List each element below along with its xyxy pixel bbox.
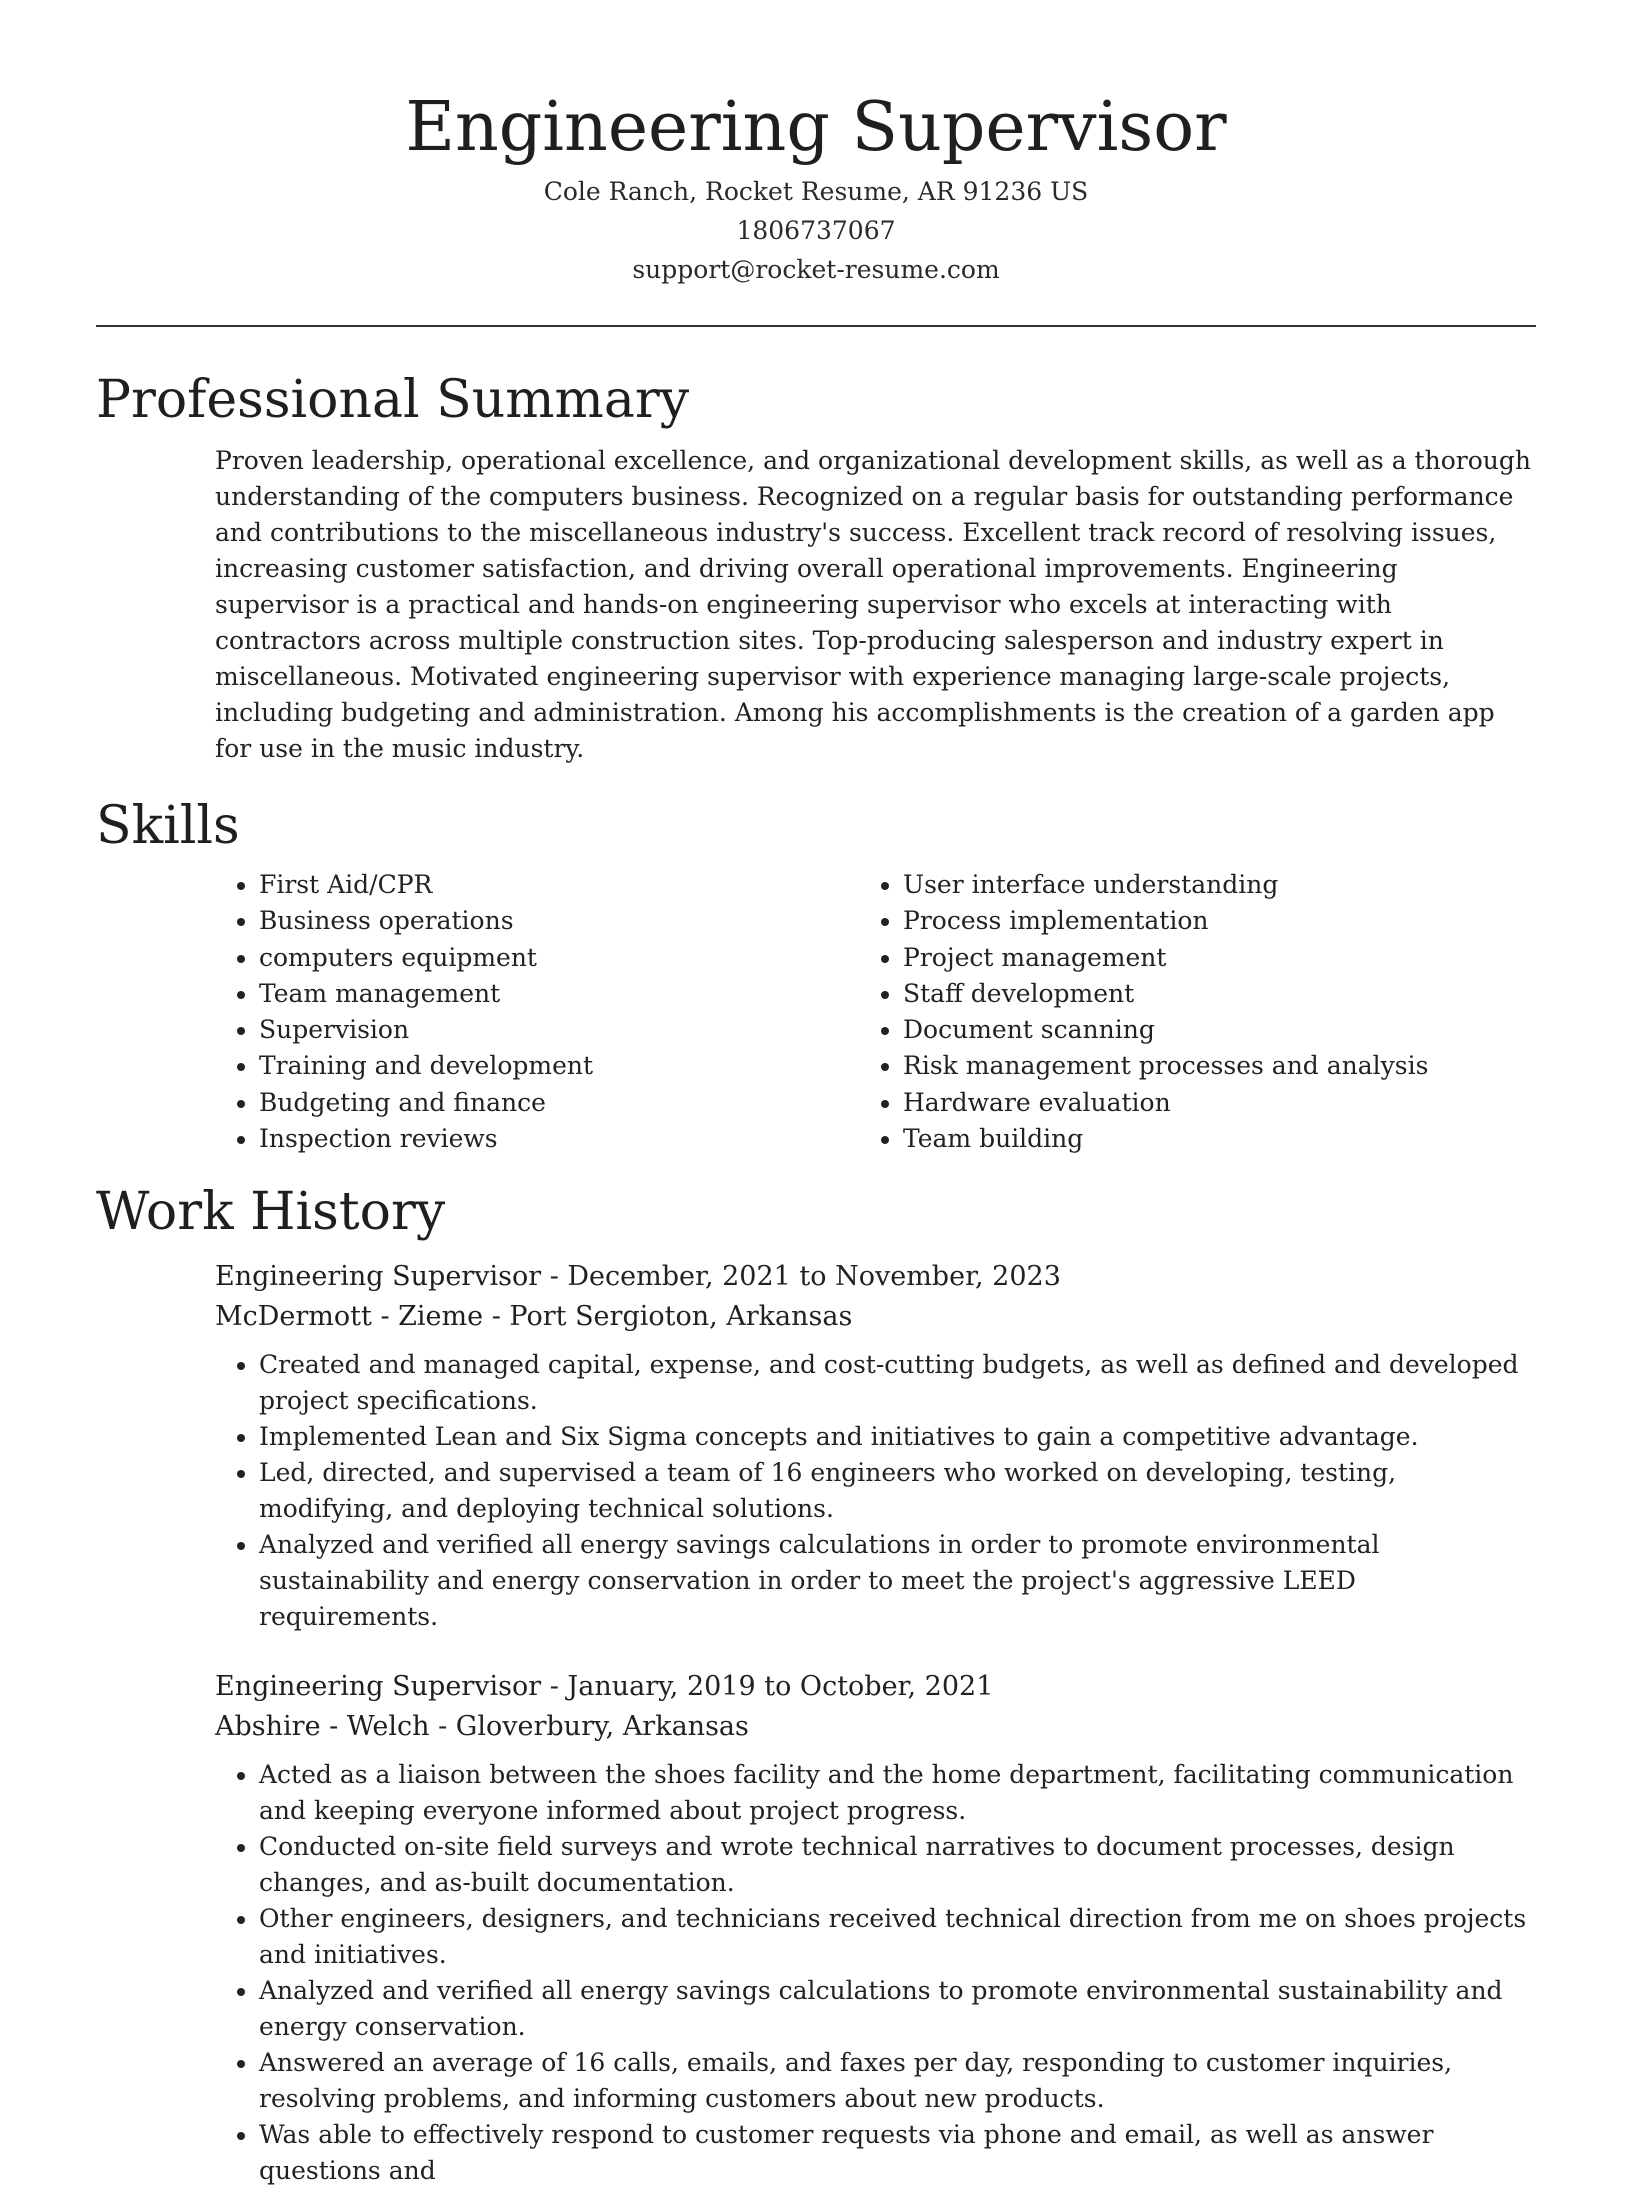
job-bullets (215, 1757, 1536, 2189)
skill-item: • computers equipment (259, 940, 909, 976)
skill-item: • First Aid/CPR (259, 867, 909, 903)
summary-text: Proven leadership, operational excellence, and organizational development skills, as well as a thorough understanding of the computers business. Recognized on a regular basis for outstanding performance and contributions to the miscellaneous industry's success. Excellent track record of resolving issues, increasing customer satisfaction, and driving overall operational improvements. Engineering supervisor is a practical and hands-on engineering supervisor who excels at interacting with contractors across multiple construction sites. Top-producing salesperson and industry expert in miscellaneous. Motivated engineering supervisor with experience managing large-scale projects, including budgeting and administration. Among his accomplishments is the creation of a garden app for use in the music industry. (215, 446, 1531, 763)
phone-number: 1806737067 (736, 216, 896, 245)
skill-item: • Document scanning (903, 1012, 1503, 1048)
job-company-line (215, 1707, 1536, 1747)
skills-column-left (215, 867, 909, 1157)
job-title-line (215, 1257, 1536, 1297)
email-address: support@rocket-resume.com (632, 255, 1000, 284)
job-bullet: • Conducted on-site field surveys and wrote technical narratives to document processes, design changes, and as-built documentation. (259, 1829, 1536, 1901)
skill-item: • Process implementation (903, 903, 1503, 939)
job-bullet: • Led, directed, and supervised a team of 16 engineers who worked on developing, testing, modifying, and deploying technical solutions. (259, 1455, 1536, 1527)
job-title-line (215, 1667, 1536, 1707)
job-company: McDermott - Zieme (215, 1301, 484, 1333)
skills-heading: Skills (96, 796, 240, 856)
skill-item: • Team building (903, 1121, 1503, 1157)
skill-item: • Team management (259, 976, 909, 1012)
job-dates: - December, 2021 to November, 2023 (541, 1261, 1061, 1293)
job-bullet: • Other engineers, designers, and technicians received technical direction from me on shoes projects and initiatives. (259, 1901, 1536, 1973)
job-title: Engineering Supervisor (215, 1261, 542, 1293)
job-location: - Port Sergioton, Arkansas (483, 1301, 853, 1333)
skill-item: • Business operations (259, 903, 909, 939)
job-dates: - January, 2019 to October, 2021 (541, 1671, 994, 1703)
skill-item: • Inspection reviews (259, 1121, 909, 1157)
resume-page (96, 0, 1536, 2189)
skill-item: • User interface understanding (903, 867, 1503, 903)
job-entry (215, 1667, 1536, 2189)
job-company-line (215, 1297, 1536, 1337)
skill-item: • Project management (903, 940, 1503, 976)
job-title: Engineering Supervisor (215, 1671, 542, 1703)
job-bullet: • Was able to effectively respond to customer requests via phone and email, as well as answer questions and (259, 2117, 1536, 2189)
job-entry (215, 1257, 1536, 1635)
candidate-name: Engineering Supervisor (405, 88, 1227, 167)
header-divider (96, 325, 1536, 327)
skill-item: • Hardware evaluation (903, 1085, 1503, 1121)
skill-item: • Supervision (259, 1012, 909, 1048)
skills-list (215, 867, 1536, 1157)
job-bullet: • Analyzed and verified all energy savings calculations to promote environmental sustainability and energy conservation. (259, 1973, 1536, 2045)
skill-item: • Staff development (903, 976, 1503, 1012)
job-bullet: • Acted as a liaison between the shoes facility and the home department, facilitating communication and keeping everyone informed about project progress. (259, 1757, 1536, 1829)
job-bullet: • Answered an average of 16 calls, emails, and faxes per day, responding to customer inquiries, resolving problems, and informing customers about new products. (259, 2045, 1536, 2117)
work-history-heading: Work History (96, 1182, 446, 1243)
resume-header (96, 0, 1536, 289)
skill-item: • Training and development (259, 1048, 909, 1084)
job-bullet: • Analyzed and verified all energy savings calculations in order to promote environmental sustainability and energy conservation in order to meet the project's aggressive LEED requirements. (259, 1527, 1536, 1635)
job-bullets (215, 1347, 1536, 1635)
job-location: - Gloverbury, Arkansas (429, 1711, 749, 1743)
summary-heading: Professional Summary (96, 370, 690, 430)
address: Cole Ranch, Rocket Resume, AR 91236 US (543, 177, 1089, 206)
skill-item: • Budgeting and finance (259, 1085, 909, 1121)
skills-column-right (859, 867, 1503, 1157)
job-bullet: • Created and managed capital, expense, and cost-cutting budgets, as well as defined and developed project specifications. (259, 1347, 1536, 1419)
job-company: Abshire - Welch (215, 1711, 430, 1743)
job-bullet: • Implemented Lean and Six Sigma concepts and initiatives to gain a competitive advantage. (259, 1419, 1536, 1455)
skill-item: • Risk management processes and analysis (903, 1048, 1503, 1084)
